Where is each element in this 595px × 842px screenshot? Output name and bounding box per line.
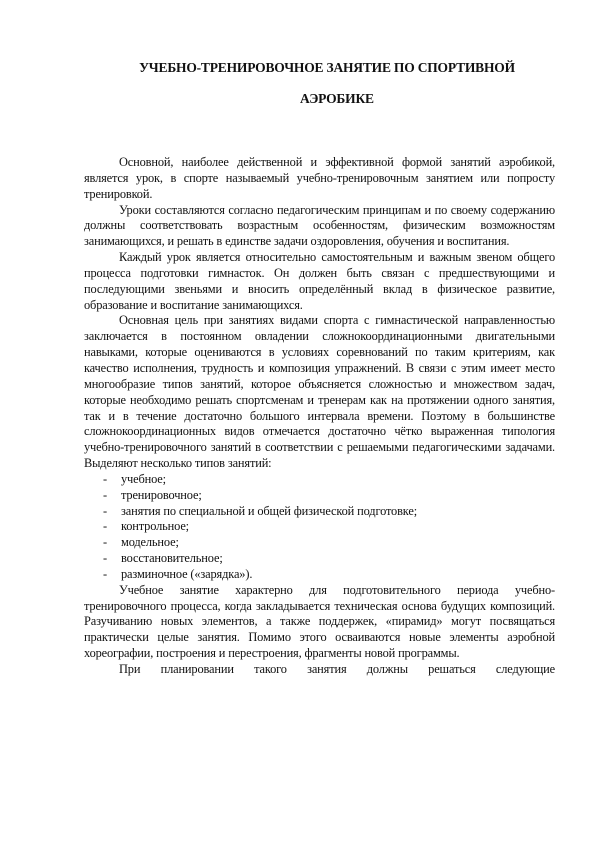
list-item [84,535,555,551]
list-marker: - [103,535,107,550]
list-marker: - [103,519,107,534]
lesson-types-list [84,472,555,583]
list-item [84,567,555,583]
list-item-text: занятия по специальной и общей физической подготовке; [121,503,417,518]
list-marker: - [103,487,107,502]
document-title-line-1: УЧЕБНО-ТРЕНИРОВОЧНОЕ ЗАНЯТИЕ ПО СПОРТИВНОЙ [139,60,515,75]
paragraph: Учебное занятие характерно для подготовительного периода учебно-тренировочного процесса, когда закладывается техническая основа будущих композиций. Разучиванию новых элементов, а также поддержек, «пирамид» могут посвящаться практически целые занятия. Помимо этого осваиваются новые элементы аэробной хореографии, построения и перестроения, фрагменты новой программы. [84,582,555,661]
list-item-text: разминочное («зарядка»). [121,566,253,581]
list-item [84,551,555,567]
list-item [84,472,555,488]
paragraph: Уроки составляются согласно педагогическим принципам и по своему содержанию должны соответствовать возрастным особенностям, физическим возможностям занимающихся, и решать в единстве задачи оздоровления, обучения и воспитания. [84,202,555,249]
document-title-line-2: АЭРОБИКЕ [300,91,374,106]
list-item [84,519,555,535]
list-marker: - [103,566,107,581]
paragraph: При планировании такого занятия должны решаться следующие [119,662,555,676]
paragraph: Основная цель при занятиях видами спорта с гимнастической направленностью заключается в постоянном овладении сложнокоординационными двигательными навыками, которые оцениваются в условиях соревнований по таким критериям, как качество исполнения, трудность и композиция упражнений. В связи с этим имеет место многообразие типов занятий, которое объясняется сложностью и множеством задач, которые необходимо решать спортсменам и тренерам как на протяжении одного занятия, так и в течение достаточно большого интервала времени. Поэтому в большинстве сложнокоординационных видов отмечается достаточно чётко выраженная типология учебно-тренировочного занятий в соответствии с решаемыми педагогическими задачами. Выделяют несколько типов занятий: [84,313,555,471]
list-item [84,488,555,504]
list-item [84,504,555,520]
list-item-text: модельное; [121,535,179,550]
list-marker: - [103,471,107,486]
list-marker: - [103,503,107,518]
list-item-text: восстановительное; [121,551,223,566]
list-marker: - [103,551,107,566]
list-item-text: тренировочное; [121,487,202,502]
list-item-text: учебное; [121,471,166,486]
list-item-text: контрольное; [121,519,189,534]
paragraph: Основной, наиболее действенной и эффективной формой занятий аэробикой, является урок, в спорте называемый учебно-тренировочным занятием или попросту тренировкой. [84,155,555,201]
paragraph: Каждый урок является относительно самостоятельным и важным звеном общего процесса подготовки гимнасток. Он должен быть связан с предшествующими и последующими звеньями и вносить определённый вклад в физическое развитие, образование и воспитание занимающихся. [84,250,555,312]
document-body [84,155,555,678]
